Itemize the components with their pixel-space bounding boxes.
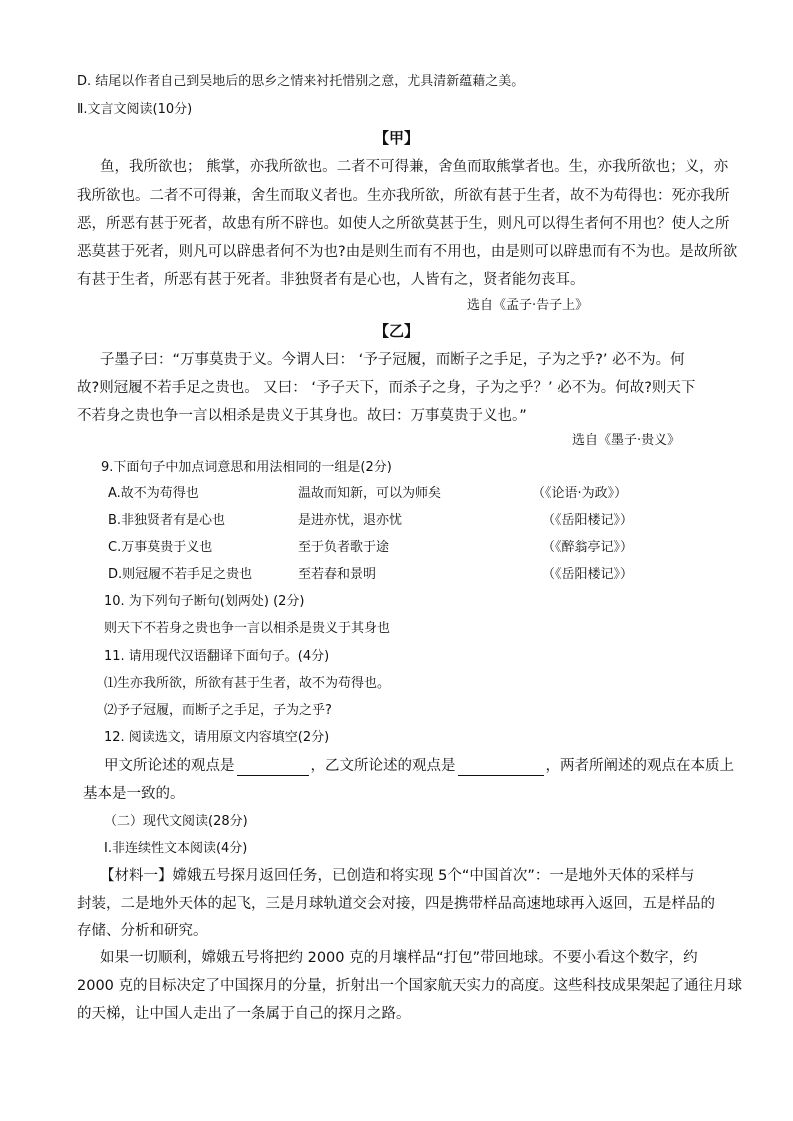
q9-option-d: D.则冠履不若手足之贵也 (108, 567, 253, 582)
q9-option-c-src: （《醉翁亭记》） (542, 540, 634, 555)
jia-heading: 【甲】 (373, 129, 419, 147)
q12-blank-1[interactable] (237, 759, 309, 776)
q12-line-2: 基本是一致的。 (83, 786, 185, 802)
q9-option-b-src: （《岳阳楼记》） (542, 513, 634, 528)
q12-part-1: 甲文所论述的观点是 (104, 758, 235, 774)
q9-option-a-src: （《论语·为政》） (532, 486, 628, 501)
material1-line-2: 封装，二是地外天体的起飞，三是月球轨道交会对接，四是携带样品高速地球再入返回，五是样品的 (77, 896, 715, 912)
q12-part-2: ，乙文所论述的观点是 (310, 758, 456, 774)
material1-line-3: 存储、分析和研究。 (77, 923, 208, 939)
section-modern: （二）现代文阅读(28分) (104, 814, 248, 829)
q12-fill-line (104, 756, 734, 776)
jia-line-2: 我所欲也。二者不可得兼，舍生而取义者也。生亦我所欲，所欲有甚于生者，故不为苟得也：死亦我所 (77, 188, 730, 204)
material1-line-1: 【材料一】嫦娥五号探月返回任务，已创造和将实现 5个“中国首次”：一是地外天体的采样与 (100, 868, 695, 884)
jia-line-5: 有甚于生者，所恶有甚于死者。非独贤者有是心也，人皆有之，贤者能勿丧耳。 (77, 272, 585, 288)
jia-line-1: 鱼，我所欲也； 熊掌，亦我所欲也。二者不可得兼，舍鱼而取熊掌者也。生，亦我所欲也；义，亦 (100, 159, 729, 175)
option-d-prev: D. 结尾以作者自己到吴地后的思乡之情来衬托惜别之意，尤具清新蕴藉之美。 (77, 74, 525, 89)
q9-option-c-pair: 至于负者歌于途 (298, 540, 390, 555)
q9-option-d-src: （《岳阳楼记》） (542, 567, 634, 582)
q9-option-a: A.故不为苟得也 (108, 486, 199, 501)
q9-option-c: C.万事莫贵于义也 (108, 540, 213, 555)
q12-stem: 12. 阅读选文，请用原文内容填空(2分) (104, 730, 330, 745)
jia-source: 选自《孟子·告子上》 (467, 298, 589, 313)
yi-source: 选自《墨子·贵义》 (572, 433, 681, 448)
q9-option-d-pair: 至若春和景明 (298, 567, 377, 582)
jia-line-3: 恶，所恶有甚于死者，故患有所不辟也。如使人之所欲莫甚于生，则凡可以得生者何不用也？使人之所 (77, 216, 730, 232)
para2-line-1: 如果一切顺利，嫦娥五号将把约 2000 克的月壤样品“打包”带回地球。不要小看这个数字，约 (100, 950, 698, 966)
para2-line-3: 的天梯，让中国人走出了一条属于自己的探月之路。 (77, 1006, 411, 1022)
section2-title: Ⅱ.文言文阅读(10分) (77, 102, 193, 117)
q10-sentence: 则天下不若身之贵也争一言以相杀是贵义于其身也 (104, 621, 391, 636)
para2-line-2: 2000 克的目标决定了中国探月的分量，折射出一个国家航天实力的高度。这些科技成果架起了通往月球 (77, 978, 743, 994)
yi-heading: 【乙】 (373, 322, 419, 340)
q9-option-b-pair: 是进亦忧，退亦忧 (298, 513, 403, 528)
q11-sentence-2: ⑵予子冠履，而断子之手足，子为之乎? (104, 703, 332, 718)
q11-sentence-1: ⑴生亦我所欲，所欲有甚于生者，故不为苟得也。 (104, 676, 391, 691)
q9-stem: 9.下面句子中加点词意思和用法相同的一组是(2分) (101, 460, 392, 475)
yi-line-1: 子墨子曰：“万事莫贵于义。今谓人曰： ‘予子冠履，而断子之手足，子为之乎?’ 必不为。何 (100, 352, 685, 368)
q12-part-3: ，两者所阐述的观点在本质上 (545, 758, 734, 774)
sub-nonlinear: Ⅰ.非连续性文本阅读(4分) (104, 841, 248, 856)
q10-stem: 10. 为下列句子断句(划两处) (2分) (104, 594, 305, 609)
jia-line-4: 恶莫甚于死者，则凡可以辟患者何不为也?由是则生而有不用也，由是则可以辟患而有不为也。是故所欲 (77, 244, 738, 260)
q12-blank-2[interactable] (458, 759, 544, 776)
yi-line-2: 故?则冠履不若手足之贵也。 又曰： ‘予子天下，而杀子之身，子为之乎？’ 必不为。何故?则天下 (77, 380, 696, 396)
q11-stem: 11. 请用现代汉语翻译下面句子。(4分) (104, 649, 330, 664)
q9-option-a-pair: 温故而知新，可以为师矣 (298, 486, 442, 501)
yi-line-3: 不若身之贵也争一言以相杀是贵义于其身也。故曰：万事莫贵于义也。” (77, 408, 527, 424)
q9-option-b: B.非独贤者有是心也 (108, 513, 226, 528)
